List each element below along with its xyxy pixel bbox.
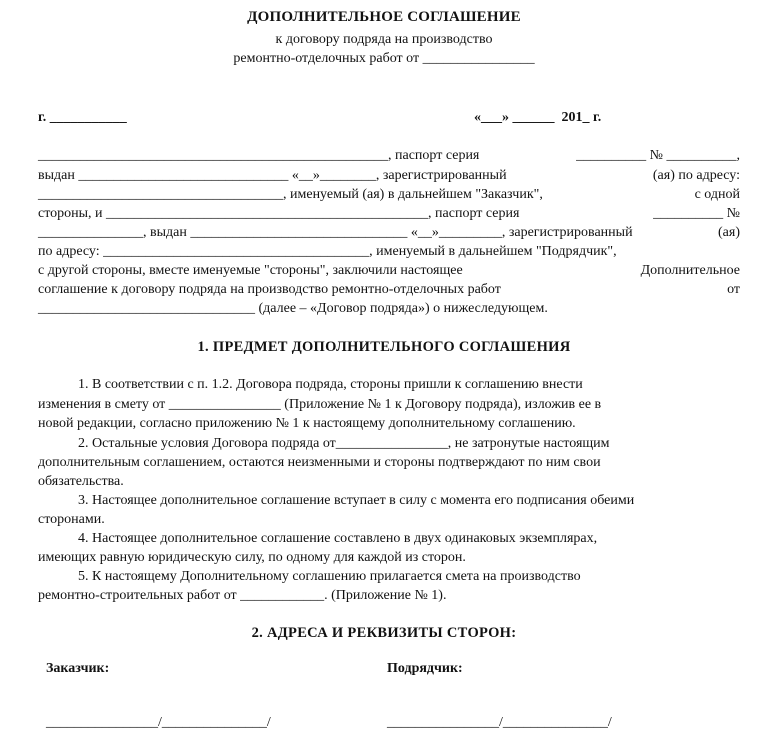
clause-5-line-1: 5. К настоящему Дополнительному соглашению прилагается смета на производство [78, 569, 581, 584]
clause-4-line-1: 4. Настоящее дополнительное соглашение составлено в двух одинаковых экземплярах, [78, 531, 598, 546]
clause-5-line-2: ремонтно-строительных работ от ____________. (Приложение № 1). [38, 588, 447, 603]
parties-line-3: ___________________________________, именуемый (ая) в дальнейшем "Заказчик", с одной [38, 187, 740, 202]
customer-label: Заказчик: [46, 661, 110, 676]
clause-3-line-1: 3. Настоящее дополнительное соглашение вступает в силу с момента его подписания обеими [78, 493, 635, 508]
parties-line-1: __________________________________________________, паспорт серия __________ № __________, [38, 148, 740, 163]
customer-signature-line: ________________/_______________/ [46, 715, 271, 730]
section-1-heading: 1. ПРЕДМЕТ ДОПОЛНИТЕЛЬНОГО СОГЛАШЕНИЯ [197, 339, 571, 355]
section-2-heading: 2. АДРЕСА И РЕКВИЗИТЫ СТОРОН: [251, 625, 517, 641]
parties-line-2: выдан ______________________________ «__»________, зарегистрированный (ая) по адресу: [38, 168, 740, 183]
clause-2-line-1: 2. Остальные условия Договора подряда от________________, не затронутые настоящим [78, 436, 610, 451]
document-subtitle-1: к договору подряда на производство [275, 32, 493, 47]
clause-1-line-1: 1. В соответствии с п. 1.2. Договора подряда, стороны пришли к соглашению внести [78, 377, 583, 392]
document-subtitle-2: ремонтно-отделочных работ от ________________ [233, 51, 535, 66]
parties-line-7: с другой стороны, вместе именуемые "стороны", заключили настоящее Дополнительное [38, 263, 740, 278]
parties-line-6: по адресу: ______________________________________, именуемый в дальнейшем "Подрядчик", [38, 244, 617, 259]
clause-3-line-2: сторонами. [38, 512, 105, 527]
parties-line-8: соглашение к договору подряда на производство ремонтно-отделочных работ от [38, 282, 740, 297]
clause-4-line-2: имеющих равную юридическую силу, по одному для каждой из сторон. [38, 550, 466, 565]
clause-1-line-3: новой редакции, согласно приложению № 1 к настоящему дополнительному соглашению. [38, 416, 576, 431]
city-field: г. ___________ [38, 110, 127, 125]
document-title: ДОПОЛНИТЕЛЬНОЕ СОГЛАШЕНИЕ [247, 9, 521, 25]
clause-2-line-2: дополнительным соглашением, остаются неизменными и стороны подтверждают по ним свои [38, 455, 601, 470]
parties-line-4: стороны, и ______________________________________________, паспорт серия __________ № [38, 206, 740, 221]
date-field: «___» ______ 201_ г. [474, 110, 602, 125]
parties-line-9: _______________________________ (далее – «Договор подряда») о нижеследующем. [38, 301, 548, 316]
clause-1-line-2: изменения в смету от ________________ (Приложение № 1 к Договору подряда), изложив ее в [38, 397, 602, 412]
clause-2-line-3: обязательства. [38, 474, 124, 489]
parties-line-5: _______________, выдан _______________________________ «__»_________, зарегистрированный (ая) [38, 225, 740, 240]
contractor-signature-line: ________________/_______________/ [387, 715, 612, 730]
contractor-label: Подрядчик: [387, 661, 463, 676]
